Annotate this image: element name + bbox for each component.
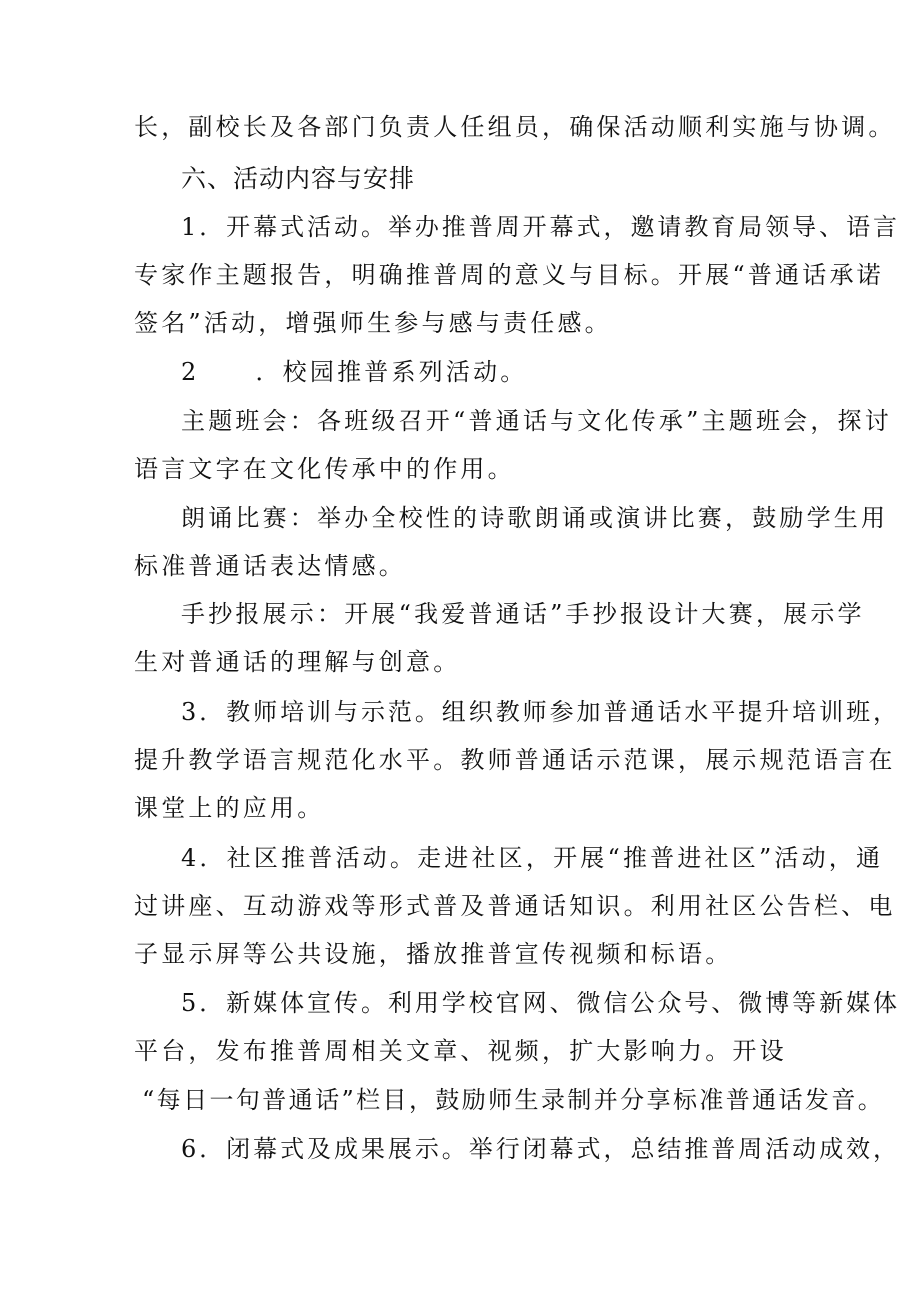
paragraph-line: 课堂上的应用。 xyxy=(134,794,325,822)
paragraph-line: 标准普通话表达情感。 xyxy=(134,552,406,580)
paragraph-line: 4．社区推普活动。走进社区，开展“推普进社区”活动，通 xyxy=(181,844,884,872)
paragraph-line: 5．新媒体宣传。利用学校官网、微信公众号、微博等新媒体 xyxy=(181,989,900,1017)
paragraph-line: 朗诵比赛：举办全校性的诗歌朗诵或演讲比赛，鼓励学生用 xyxy=(181,504,889,532)
paragraph-line: 专家作主题报告，明确推普周的意义与目标。开展“普通话承诺 xyxy=(134,261,884,289)
item-title: ．校园推普系列活动。 xyxy=(255,358,528,386)
item-number: 2 xyxy=(181,358,200,386)
paragraph-line: 3．教师培训与示范。组织教师参加普通话水平提升培训班， xyxy=(181,698,900,726)
paragraph-line: 签名”活动，增强师生参与感与责任感。 xyxy=(134,309,612,337)
paragraph-line: 过讲座、互动游戏等形式普及普通话知识。利用社区公告栏、电 xyxy=(134,892,896,920)
paragraph-line: 平台，发布推普周相关文章、视频，扩大影响力。开设 xyxy=(134,1037,787,1065)
paragraph-line: 长，副校长及各部门负责人任组员，确保活动顺利实施与协调。 xyxy=(134,113,896,141)
paragraph-line xyxy=(181,357,527,387)
paragraph-line: 子显示屏等公共设施，播放推普宣传视频和标语。 xyxy=(134,940,733,968)
paragraph-line: 手抄报展示：开展“我爱普通话”手抄报设计大赛，展示学 xyxy=(181,600,865,628)
paragraph-line: 提升教学语言规范化水平。教师普通话示范课，展示规范语言在 xyxy=(134,746,896,774)
paragraph-line: 语言文字在文化传承中的作用。 xyxy=(134,455,515,483)
paragraph-line: “每日一句普通话”栏目，鼓励师生录制并分享标准普通话发音。 xyxy=(142,1086,885,1114)
paragraph-line: 生对普通话的理解与创意。 xyxy=(134,648,461,676)
paragraph-line: 主题班会：各班级召开“普通话与文化传承”主题班会，探讨 xyxy=(181,407,892,435)
paragraph-line: 1．开幕式活动。举办推普周开幕式，邀请教育局领导、语言 xyxy=(181,213,900,241)
section-heading: 六、活动内容与安排 xyxy=(181,164,416,193)
paragraph-line: 6．闭幕式及成果展示。举行闭幕式，总结推普周活动成效， xyxy=(181,1135,900,1163)
